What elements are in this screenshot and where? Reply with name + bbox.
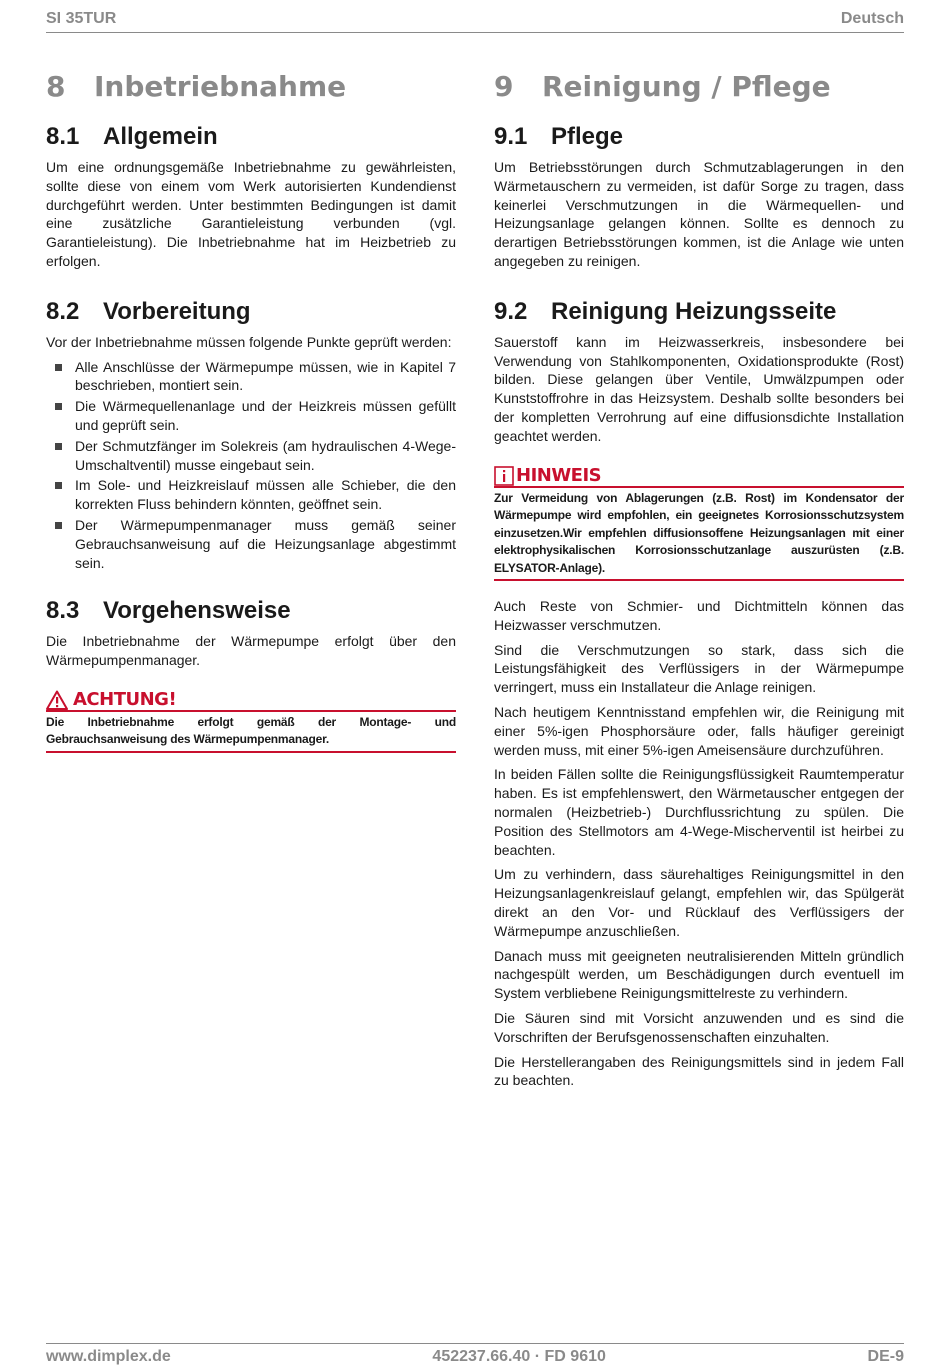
page-header	[46, 6, 904, 33]
notice-title: HINWEIS	[516, 465, 602, 487]
section-title: Vorbereitung	[103, 297, 251, 325]
header-product: SI 35TUR	[46, 10, 117, 27]
paragraph: Die Inbetriebnahme der Wärmepumpe erfolgt über den Wärmepumpenmanager.	[46, 633, 456, 669]
warning-header	[46, 690, 456, 712]
paragraph: Vor der Inbetriebnahme müssen folgende Punkte geprüft werden:	[46, 333, 452, 350]
paragraph: In beiden Fällen sollte die Reinigungsflüssigkeit Raumtemperatur haben. Es ist empfehlenswert, den Wärmetauscher entgegen der normalen (Heizbetrieb-) Durchflussrichtung zu spülen. Die Position des Stellmotors am 4-Wege-Mischerventil ist heirbei zu beachten.	[494, 766, 904, 858]
section-title: Pflege	[551, 123, 624, 150]
paragraph: Die Herstellerangaben des Reinigungsmittels sind in jedem Fall zu beachten.	[494, 1053, 904, 1089]
section-number: 8.2	[46, 297, 80, 325]
section-heading	[46, 295, 456, 329]
section-title: Vorgehensweise	[103, 597, 291, 625]
right-column	[494, 66, 904, 1096]
paragraph: Um zu verhindern, dass säurehaltiges Reinigungsmittel in den Heizungsanlagenkreislauf gelangt, empfehlen wir, das Spülgerät direkt an den Vor- und Rücklauf des Verflüssigers der Wärmepumpe anzuschließen.	[494, 866, 904, 939]
paragraph: Auch Reste von Schmier- und Dichtmitteln können das Heizwasser verschmutzen.	[494, 598, 904, 633]
section-title: Reinigung Heizungsseite	[551, 297, 837, 325]
chapter-title: Reinigung / Pflege	[542, 69, 831, 103]
warning-triangle-icon	[46, 690, 68, 710]
bullet-square-icon	[55, 522, 62, 529]
list-item: Der Wärmepumpenmanager muss gemäß seiner Gebrauchsanweisung auf die Heizungsanlage abgestimmt sein.	[46, 516, 456, 572]
section-heading	[46, 594, 456, 628]
paragraph: Um eine ordnungsgemäße Inbetriebnahme zu gewährleisten, sollte diese von einem vom Werk autorisierten Kundendienst durchgeführt werden. Unter bestimmten Bedingungen ist damit eine zusätzliche Garantieleistung verbunden (vgl. Garantieleistung). Die Inbetriebnahme hat im Heizbetrieb zu erfolgen.	[46, 159, 456, 269]
bullet-square-icon	[55, 364, 62, 371]
warning-text: Die Inbetriebnahme erfolgt gemäß der Montage- und Gebrauchsanweisung des Wärmepumpenmanager.	[46, 712, 456, 753]
warning-title: ACHTUNG!	[73, 689, 177, 711]
section-title: Allgemein	[103, 123, 218, 150]
footer-website: www.dimplex.de	[46, 1347, 171, 1365]
section-number: 9.2	[494, 297, 528, 325]
paragraph: Sind die Verschmutzungen so stark, dass sich die Leistungsfähigkeit des Verflüssigers in der Wärmepumpe verringert, muss ein Installateur die Anlage reinigen.	[494, 641, 904, 696]
paragraph: Danach muss mit geeigneten neutralisierenden Mitteln gründlich nachgespült werden, um Beschädigungen durch eventuell im System verbliebene Reinigungsmittelreste zu verhindern.	[494, 947, 904, 1002]
checklist	[46, 358, 456, 573]
notice-text: Zur Vermeidung von Ablagerungen (z.B. Rost) im Kondensator der Wärmepumpe wird empfohlen, ein geeignetes Korrosionsschutzsystem einzusetzen.Wir empfehlen diffusionsoffene Heizungsanlagen mit einer elektrophysikalischen Korrosionsschutzanlage auszurüsten (z.B. ELYSATOR-Anlage).	[494, 488, 904, 582]
notice-box	[494, 466, 904, 582]
section-heading	[494, 120, 904, 154]
list-item: Alle Anschlüsse der Wärmepumpe müssen, wie in Kapitel 7 beschrieben, montiert sein.	[46, 358, 456, 396]
section-number: 8.3	[46, 597, 80, 625]
chapter-number: 8	[46, 69, 66, 103]
list-item: Die Wärmequellenanlage und der Heizkreis müssen gefüllt und geprüft sein.	[46, 397, 456, 435]
paragraph: Sauerstoff kann im Heizwasserkreis, insbesondere bei Verwendung von Stahlkomponenten, Oxidationsprodukte (Rost) bilden. Diese gelangen über Ventile, Umwälzpumpen oder Kunststoffrohre in das Heizsystem. Deshalb sollte besonders bei der kompletten Verrohrung auf eine diffusionsdichte Installation geachtet werden.	[494, 333, 904, 444]
chapter-number: 9	[494, 69, 514, 103]
section-number: 8.1	[46, 123, 80, 150]
notice-header	[494, 466, 904, 488]
paragraph: Nach heutigem Kenntnisstand empfehlen wir, die Reinigung mit einer 5%-igen Phosphorsäure oder, falls häufiger gereinigt werden muss, mit einer 5%-igen Ameisensäure durchzuführen.	[494, 704, 904, 758]
bullet-square-icon	[55, 482, 62, 489]
list-item: Der Schmutzfänger im Solekreis (am hydraulischen 4-Wege-Umschaltventil) musse eingebaut sein.	[46, 437, 456, 475]
section-heading	[494, 295, 904, 329]
footer-page-number: DE-9	[867, 1347, 904, 1365]
section-number: 9.1	[494, 123, 528, 150]
left-column	[46, 66, 456, 753]
chapter-title: Inbetriebnahme	[94, 69, 347, 103]
paragraph: Um Betriebsstörungen durch Schmutzablagerungen in den Wärmetauschern zu vermeiden, ist dafür Sorge zu tragen, dass keinerlei Verschmutzungen in die Wärmequellen- und Heizungsanlage gelangen können. Sollte es dennoch zu derartigen Betriebsstörungen kommen, ist die Anlage wie unten angegeben zu reinigen.	[494, 159, 904, 269]
chapter-heading	[46, 66, 456, 106]
bullet-square-icon	[55, 443, 62, 450]
chapter-heading	[494, 66, 904, 106]
section-heading	[46, 120, 456, 154]
header-language: Deutsch	[840, 10, 904, 27]
footer-doc-number: 452237.66.40 · FD 9610	[432, 1347, 606, 1365]
list-item: Im Sole- und Heizkreislauf müssen alle Schieber, die den korrekten Fluss behindern könnten, geöffnet sein.	[46, 476, 456, 514]
warning-box	[46, 690, 456, 753]
bullet-square-icon	[55, 403, 62, 410]
page-footer	[46, 1343, 904, 1369]
info-icon	[494, 466, 514, 486]
paragraph: Die Säuren sind mit Vorsicht anzuwenden und es sind die Vorschriften der Berufsgenossenschaften einzuhalten.	[494, 1010, 904, 1045]
